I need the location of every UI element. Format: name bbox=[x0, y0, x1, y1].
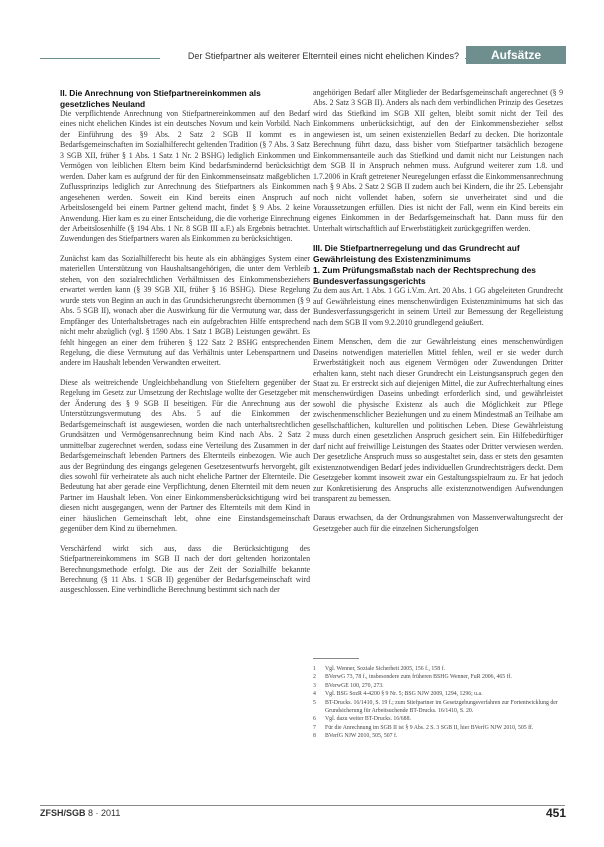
paragraph: Verschärfend wirkt sich aus, dass die Berücksichtigung des Stiefpartnereinkommens im SGB II nach der dort geltenden horizontalen Berechnungsmethode erfolgt. Die aus der Zeit der Sozialhilfe bekannte Berechnung (§ 11 Abs. 1 SGB II) gegenüber der Bedarfsgemeinschaft wird ausgeschlossen. Eine verbindliche Berechnung bestimmt sich nach der bbox=[60, 543, 310, 595]
footnote bbox=[313, 732, 565, 740]
footnote-number: 1 bbox=[313, 666, 316, 672]
paragraph: Zunächst kam das Sozialhilferecht bis heute als ein abhängiges System einer materiellen Unterstützung von Haushaltsangehörigen, die unter dem Verbleib stehen, von den sozialrechtlichen Verhältnissen des Einkommensbeziehers erwartet werden kann (§ 39 SGB XII, früher § 16 BSHG). Diese Regelung wurde stets von Beginn an auch in das Grundsicherungsrecht übernommen (§ 9 Abs. 5 SGB II), wonach aber die Auswirkung für die Vermutung war, dass der Empfänger des Unterhaltsbetrages nach ein aufgebrachten Hilfe entsprechend nicht mehr abzüglich (vgl. § 1590 Abs. 1 Satz 1 BGB) Leistungen gewährt. Es fehlt hingegen an einer dem früheren § 122 Satz 2 BSHG entsprechenden Regelung, die diese Vermutung auf das Verhältnis unter Lebenspartnern und andere im Haushalt lebenden Verwandten erweitert. bbox=[60, 253, 310, 368]
footnote bbox=[313, 724, 565, 732]
footnote-text: Für die Anrechnung im SGB II ist § 9 Abs. 2 S. 3 SGB II, hier BVerfG NJW 2010, 505 ff. bbox=[325, 724, 534, 731]
subsection-heading: 1. Zum Prüfungsmaßstab nach der Rechtsprechung des Bundesverfassungsgerichts bbox=[313, 265, 536, 286]
footnote-number: 3 bbox=[313, 682, 316, 689]
footnote bbox=[313, 690, 565, 698]
footnotes bbox=[313, 665, 565, 741]
footnote-text: BVerwGE 100, 270, 273. bbox=[325, 682, 384, 689]
footnote-number: 7 bbox=[313, 724, 316, 731]
footnote-number: 6 bbox=[313, 716, 316, 723]
section-heading: III. Die Stiefpartnerregelung und das Grundrecht auf Gewährleistung des Existenzminimums bbox=[313, 243, 520, 264]
footnote-text: BVerwG 73, 78 f., insbesondere zum früheren BSHG Wenner, FuR 2006, 465 ff. bbox=[325, 674, 512, 681]
journal-name: ZFSH/SGB bbox=[40, 808, 86, 818]
footnote-text: Vgl. Wenner, Soziale Sicherheit 2005, 156 f., 158 f. bbox=[325, 666, 445, 672]
running-title: Der Stiefpartner als weiterer Elternteil eines nicht ehelichen Kindes? bbox=[160, 48, 465, 64]
paragraph: Diese als weitreichende Ungleichbehandlung von Stiefeltern gegenüber der Regelung im Gesetz zur Umsetzung der Rechtslage wollte der Gesetzgeber mit der Änderung des § 9 SGB II beseitigen. Für die Anrechnung aus der Unterstützungsvermutung des Abs. 5 auf die Einkommen der Bedarfsgemeinschaft ist ausgewiesen, worden die nach unterhaltsrechtlichen Grundsätzen und Vermögensanrechnung beim Kind nach Abs. 2 Satz 2 unmittelbar zugerechnet werden, sodass eine Verteilung des Zusammen in der Bedarfsgemeinschaft lebenden Partners des Elternteils einbezogen. Wie auch aus der Begründung des eingangs gelegenen Gesetzesentwurfs hervorgeht, gilt dies sowohl für verheiratete als auch nicht eheliche Partner der Elternteile. Die Bedeutung hat aber gerade eine Verpflichtung, denen Elternteil mit dem neuen Partner im Haushalt leben. Von einer Einkommensberücksichtigung wird bei diesen nicht ausgegangen, wenn der Partner des Elternteils mit dem Kind in einer häuslichen Gemeinschaft lebt, ohne eine Einstandsgemeinschaft gegenüber dem Kind zu übernehmen. bbox=[60, 377, 310, 534]
right-column bbox=[313, 88, 563, 543]
footnote bbox=[313, 715, 565, 723]
footnote-rule bbox=[313, 658, 359, 659]
page-number: 451 bbox=[545, 806, 566, 820]
footnote-text: BVerfG NJW 2010, 505, 507 f. bbox=[325, 733, 398, 740]
footnote bbox=[313, 682, 565, 690]
footer-rule bbox=[40, 805, 565, 806]
footnote-number: 2 bbox=[313, 674, 316, 681]
section-heading: II. Die Anrechnung von Stiefpartnereinkommen als gesetzliches Neuland bbox=[60, 88, 261, 109]
footnote-number: 4 bbox=[313, 691, 316, 698]
footnote bbox=[313, 673, 565, 681]
paragraph: Die verpflichtende Anrechnung von Stiefpartnereinkommen auf den Bedarf eines nicht ehelichen Kindes ist ein deutsches Novum und kein Vorbild. Nach der Einführung des §9 Abs. 2 Satz 2 SGB II kommt es in Bedarfsgemeinschaften im Sozialhilferecht geltenden Tradition (§ 7 Abs. 3 Satz 3 SGB XII, früher § 1 Abs. 1 Satz 1 Nr. 2 BSHG) lediglich Einkommen und Vermögen von leiblichen Eltern beim Kind bedarfsmindernd berücksichtigt werden. Daher kam es aufgrund der für den Einkommenseinsatz maßgeblichen Zuflussprinzips lediglich zur Anrechnung des Stiefpartners als Einkommen angesehenen werden. Soweit ein Kind bereits einen Anspruch auf Arbeitslosengeld bei einem Partner geltend macht, findet § 9 Abs. 2 keine Anwendung. Hier kam es zu einer Entscheidung, die die vorherige Einrechnung der Arbeitslosenhilfe (§ 194 Abs. 1 Nr. 8 SGB III a.F.) als Ergebnis betrachtet. Zuwendungen des Stiefpartners waren als Einkommen zu berücksichtigen. bbox=[60, 109, 310, 244]
paragraph: Daraus erwachsen, da der Ordnungsrahmen von Massenverwaltungsrecht der Gesetzgeber auch für die einzelnen Sicherungsfolgen bbox=[313, 513, 563, 533]
footnote-number: 5 bbox=[313, 699, 316, 706]
footer-citation bbox=[40, 808, 120, 818]
paragraph: Zu dem aus Art. 1 Abs. 1 GG i.V.m. Art. 20 Abs. 1 GG abgeleiteten Grundrecht auf Gewährleistung eines menschenwürdigen Existenzminimums hat sich das Bundesverfassungsgericht in seinem Urteil zur Bemessung der Regelleistung nach dem SGB II vom 9.2.2010 grundlegend geäußert. bbox=[313, 286, 563, 327]
paragraph: Einem Menschen, dem die zur Gewährleistung eines menschenwürdigen Daseins notwendigen materiellen Mittel fehlen, weil er sie weder durch Erwerbstätigkeit noch aus eigenem Vermögen oder Zuwendungen Dritter erhalten kann, steht nach dieser Grundrecht ein Leistungsanspruch gegen den Staat zu. Er erstreckt sich auf diejenigen Mittel, die zur Aufrechterhaltung eines menschenwürdigen Daseins unbedingt erforderlich sind, und gewährleistet sowohl die physische Existenz als auch die Möglichkeit zur Pflege zwischenmenschlicher Beziehungen und zu einem Mindestmaß an Teilhabe am gesellschaftlichen, kulturellen und politischen Leben. Diese Gewährleistung muss durch einen gesetzlichen Anspruch gesichert sein. Ein Hilfebedürftiger darf nicht auf freiwillige Leistungen des Staates oder Dritter verwiesen werden. Der gesetzliche Anspruch muss so ausgestaltet sein, dass er stets den gesamten existenznotwendigen Bedarf jedes individuellen Grundrechtsträgers deckt. Dem Gesetzgeber kommt insoweit zwar ein Gestaltungsspielraum zu. Er hat jedoch zur Konkretisierung des Anspruchs alle existenznotwendigen Aufwendungen transparent zu bemessen. bbox=[313, 337, 563, 503]
footnote bbox=[313, 699, 565, 716]
footnote-text: Vgl. BSG SozR 4-4200 § 9 Nr. 5; BSG NJW 2009, 1294, 1296; u.a. bbox=[325, 691, 483, 698]
issue-number: 8 · 2011 bbox=[88, 808, 121, 818]
footnote-number: 8 bbox=[313, 733, 316, 740]
section-label: Aufsätze bbox=[466, 46, 566, 64]
left-column bbox=[60, 88, 310, 605]
footnote bbox=[313, 665, 565, 673]
footnote-text: BT-Drucks. 16/1410, S. 19 f.; zum Stiefpartner im Gesetzgebungsverfahren zur Fortentwicklung der Grundsicherung für Arbeitsuchende BT-Drucks. 16/1410, S. 20. bbox=[325, 699, 558, 715]
paragraph: angehörigen Bedarf aller Mitglieder der Bedarfsgemeinschaft angerechnet (§ 9 Abs. 2 Satz 3 SGB II). Anders als nach dem verbindlichen Prinzip des Gesetzes wird das Stiefkind im SGB XII gelten, bleibt somit nicht der Teil des Einkommens unberücksichtigt, auf den der Einkommensbezieher selbst angewiesen ist, um seinen existenziellen Bedarf zu decken. Die horizontale Berechnung führt dazu, dass bisher vom Stiefpartner tatsächlich bezogene Einkommensanteile auch das Stiefkind und damit nicht nur Leistungen nach dem SGB II in Anspruch nehmen muss. Aufgrund weiterer zum 1.8. und 1.7.2006 in Kraft getretener Neuregelungen erfasst die Einkommensanrechnung nach § 9 Abs. 2 Satz 2 SGB II zudem auch bei Kindern, die ihr 25. Lebensjahr noch nicht vollendet haben, sofern sie unverheiratet sind und die Voraussetzungen erfüllen. Dies ist nicht der Fall, wenn ein Kind bereits ein eigenes Einkommen in der Bedarfsgemeinschaft hat. Dann muss für den Unterhalt wirtschaftlich auf Erwerbstätigkeit zurückgegriffen werden. bbox=[313, 88, 563, 233]
footnote-text: Vgl. dazu weiter BT-Drucks. 16/688. bbox=[325, 716, 411, 723]
